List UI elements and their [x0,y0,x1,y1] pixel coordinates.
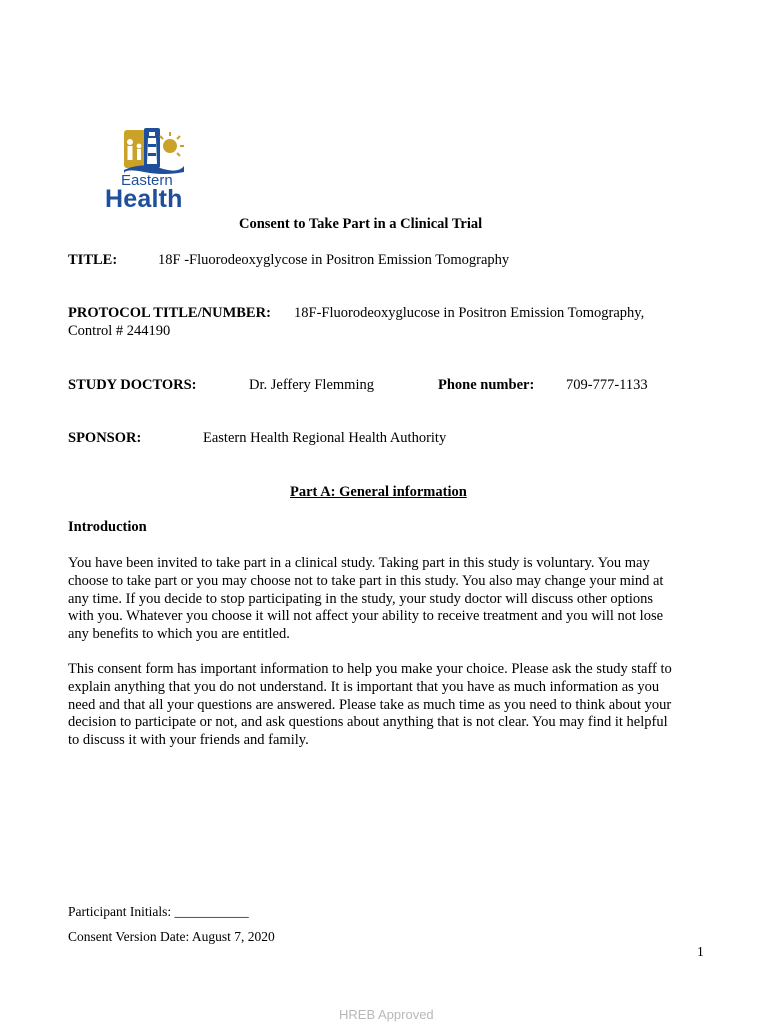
study-doctors-value: Dr. Jeffery Flemming [249,377,374,393]
document-heading: Consent to Take Part in a Clinical Trial [239,216,483,232]
phone-value: 709-777-1133 [566,377,648,393]
protocol-value-line1: 18F-Fluorodeoxyglucose in Positron Emission Tomography, [294,305,645,321]
paragraph-line: choose to take part or you may choose not to take part in this study. You also may change your mind at [68,572,664,589]
introduction-paragraph-2 [68,661,708,750]
paragraph-line: need and that all your questions are answered. Please take as much time as you need to think about your [68,696,672,713]
paragraph-line: decision to participate or not, and ask questions about anything that is not clear. You may find it helpful [68,714,668,731]
logo-word-health: Health [105,185,183,213]
sponsor-label: SPONSOR: [68,430,142,446]
hreb-approved-watermark: HREB Approved [339,1007,434,1022]
paragraph-line: any benefits to which you are entitled. [68,626,290,643]
sponsor-value: Eastern Health Regional Health Authority [203,430,447,446]
paragraph-line: to discuss it with your friends and family. [68,732,309,749]
consent-version-date: Consent Version Date: August 7, 2020 [68,929,275,944]
introduction-paragraph-1 [68,555,708,644]
part-a-heading: Part A: General information [290,484,467,500]
page-number: 1 [697,944,704,959]
title-value: 18F -Fluorodeoxyglycose in Positron Emission Tomography [158,252,510,268]
paragraph-line: with you. Whatever you choose it will not affect your ability to receive treatment and you will not lose [68,608,664,625]
participant-initials: Participant Initials: ___________ [68,904,249,919]
title-label: TITLE: [68,252,118,268]
logo-word-eastern: Eastern [121,172,173,189]
protocol-value-line2: Control # 244190 [68,323,171,339]
introduction-heading: Introduction [68,519,147,535]
study-doctors-label: STUDY DOCTORS: [68,377,197,393]
paragraph-line: You have been invited to take part in a clinical study. Taking part in this study is voluntary. You may [68,555,650,571]
paragraph-line: explain anything that you do not understand. It is important that you have as much information as you [68,678,660,695]
paragraph-line: This consent form has important information to help you make your choice. Please ask the study staff to [68,661,672,677]
protocol-label: PROTOCOL TITLE/NUMBER: [68,305,271,321]
phone-label: Phone number: [438,377,535,393]
paragraph-line: any time. If you decide to stop participating in the study, your study doctor will discuss other options [68,590,654,607]
